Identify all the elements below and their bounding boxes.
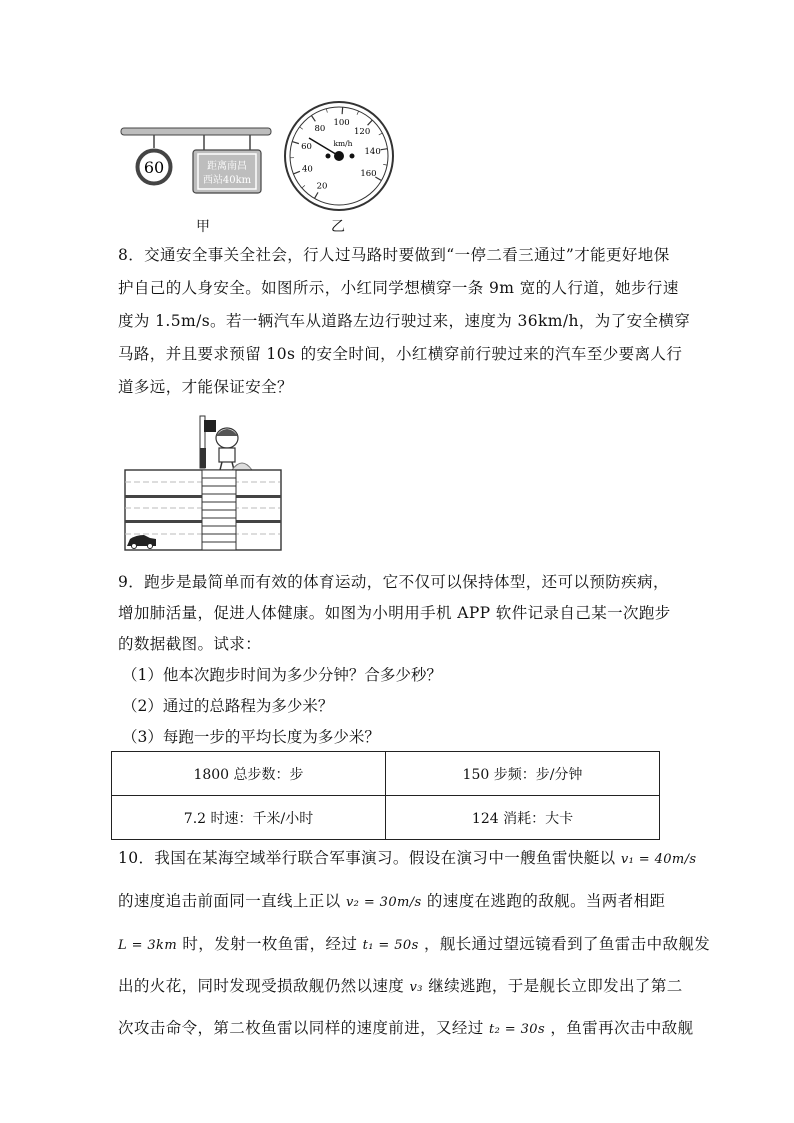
q10-line5	[118, 1016, 693, 1038]
q8-line5: 道多远，才能保证安全？	[118, 378, 293, 396]
q9-sub3: （3）每跑一步的平均长度为多少米？	[122, 728, 380, 746]
speedometer-tick-label: 60	[301, 141, 312, 152]
speedometer-hub	[334, 151, 344, 161]
q8-line1: 8．交通安全事关全社会，行人过马路时要做到“一停二看三通过”才能更好地保	[118, 246, 670, 264]
table-row	[112, 752, 660, 796]
q8-line2: 护自己的人身安全。如图所示，小红同学想横穿一条 9m 宽的人行道，她步行速	[118, 279, 679, 297]
q10-line4	[118, 974, 683, 996]
q10-line5-text-a: 次攻击命令，第二枚鱼雷以同样的速度前进，又经过	[118, 1019, 484, 1037]
q9-sub2: （2）通过的总路程为多少米？	[122, 697, 334, 715]
q10-line2-text-a: 的速度追击前面同一直线上正以	[118, 892, 341, 910]
caption-jia: 甲	[196, 219, 210, 235]
speedometer-tick-label: 100	[333, 118, 350, 129]
speedometer-tick-label: 140	[364, 146, 381, 157]
traffic-light	[204, 420, 216, 432]
speedometer-tick-label: 20	[316, 181, 328, 192]
table-cell-calories: 124 消耗：大卡	[386, 796, 660, 840]
table-row	[112, 796, 660, 840]
figure-sign-and-speedometer	[118, 98, 418, 230]
distance-sign-line1: 距离南昌	[207, 161, 247, 172]
q10-t1-formula: t₁ = 50s	[362, 938, 419, 953]
q10-line4-text-b: 继续逃跑，于是舰长立即发出了第二	[428, 977, 683, 995]
q10-distance-formula: L = 3km	[118, 938, 178, 953]
gantry-bar	[121, 128, 271, 135]
distance-sign-line2: 西站40km	[202, 175, 252, 186]
table-cell-total-steps: 1800 总步数：步	[112, 752, 386, 796]
table-cell-cadence: 150 步频：步/分钟	[386, 752, 660, 796]
q10-line1-text: 10．我国在某海空域举行联合军事演习。假设在演习中一艘鱼雷快艇以	[118, 849, 616, 867]
q10-v1-formula: v₁ = 40m/s	[620, 852, 697, 867]
crosswalk-stripes	[202, 470, 236, 550]
q10-t2-formula: t₂ = 30s	[489, 1022, 546, 1037]
q10-line3-text-a: 时，发射一枚鱼雷，经过	[182, 935, 358, 953]
q10-line3	[118, 932, 710, 954]
running-data-table	[111, 751, 660, 840]
q10-line3-text-b: ，舰长通过望远镜看到了鱼雷击中敌舰发	[423, 935, 711, 953]
speedometer	[285, 102, 393, 210]
girl-figure	[216, 428, 238, 470]
speedometer-tick-label: 40	[301, 164, 313, 175]
q10-v3-formula: v₃	[409, 980, 423, 995]
speedometer-tick	[342, 107, 343, 114]
crosswalk-illustration	[124, 412, 282, 552]
speedometer-tick-label: 160	[360, 169, 377, 179]
q10-line1	[118, 846, 697, 868]
q9-line2: 增加肺活量，促进人体健康。如图为小明用手机 APP 软件记录自己某一次跑步	[118, 604, 671, 622]
q10-line4-text-a: 出的火花，同时发现受损敌舰仍然以速度	[118, 977, 405, 995]
q8-line4: 马路，并且要求预留 10s 的安全时间，小红横穿前行驶过来的汽车至少要离人行	[118, 345, 683, 363]
table-cell-speed: 7.2 时速：千米/小时	[112, 796, 386, 840]
speedometer-tick-label: 80	[314, 123, 326, 134]
q8-line3: 度为 1.5m/s。若一辆汽车从道路左边行驶过来，速度为 36km/h，为了安全横穿	[118, 312, 691, 330]
speedometer-tick-label: 120	[354, 127, 371, 138]
caption-yi: 乙	[331, 219, 345, 235]
q10-line2	[118, 889, 665, 911]
q9-line1: 9．跑步是最简单而有效的体育运动，它不仅可以保持体型，还可以预防疾病，	[118, 573, 669, 591]
q10-v2-formula: v₂ = 30m/s	[345, 895, 422, 910]
q10-line5-text-b: ，鱼雷再次击中敌舰	[550, 1019, 694, 1037]
speed-limit-text: 60	[143, 158, 165, 177]
speedometer-unit: km/h	[333, 139, 353, 148]
q9-line3: 的数据截图。试求：	[118, 635, 262, 653]
q10-line2-text-b: 的速度在逃跑的敌舰。当两者相距	[426, 892, 666, 910]
q9-sub1: （1）他本次跑步时间为多少分钟？合多少秒？	[122, 666, 442, 684]
